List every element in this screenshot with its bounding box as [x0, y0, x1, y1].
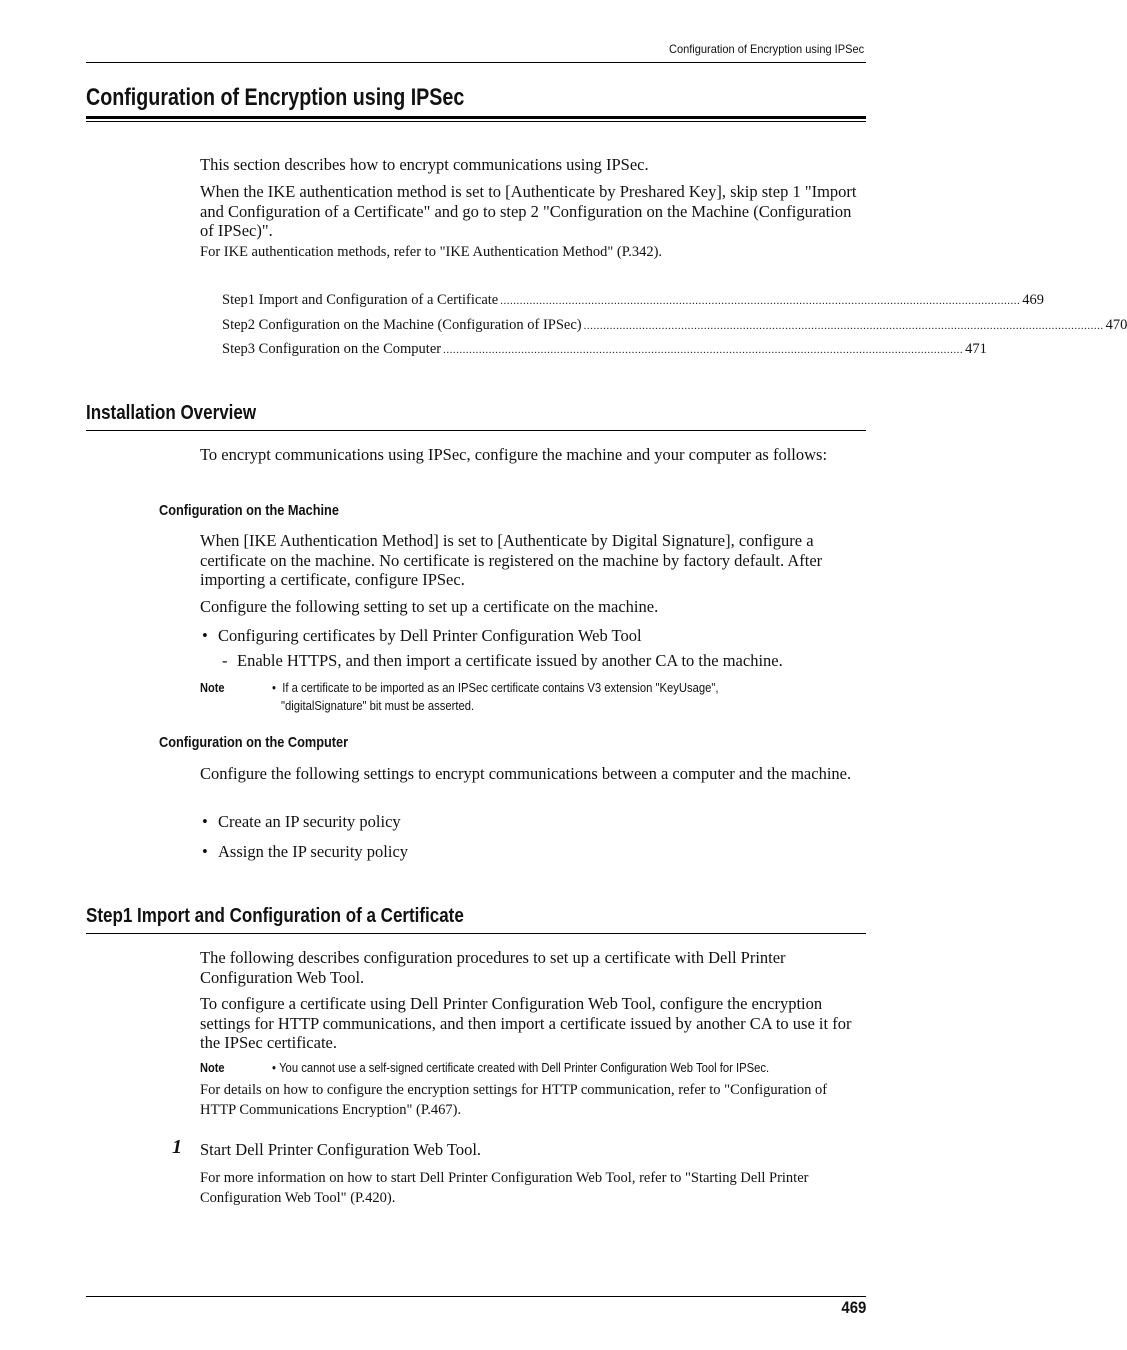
- computer-paragraph: Configure the following settings to encrypt communications between a computer and the machine.: [200, 764, 852, 783]
- bullet-marker: •: [272, 1061, 276, 1075]
- toc-entry[interactable]: [222, 340, 987, 359]
- toc-entry-label: Step2 Configuration on the Machine (Configuration of IPSec): [222, 317, 582, 333]
- toc-leader-dots: ................................................................................................................................................................: [500, 295, 1021, 307]
- note-label: Note: [200, 1060, 225, 1075]
- machine-paragraph-2: Configure the following setting to set up a certificate on the machine.: [200, 597, 659, 616]
- note-label: Note: [200, 680, 225, 695]
- machine-note-line-2: "digitalSignature" bit must be asserted.: [281, 699, 475, 713]
- installation-heading-rule: [86, 430, 866, 431]
- bullet-marker: •: [202, 842, 208, 861]
- machine-note-text-1: If a certificate to be imported as an IPSec certificate contains V3 extension "KeyUsage",: [282, 681, 719, 695]
- toc-entry-page: 471: [965, 341, 987, 357]
- title-rule-thin: [86, 121, 866, 122]
- toc-entry-label: Step3 Configuration on the Computer: [222, 341, 442, 357]
- toc-entry-page: 470: [1105, 317, 1127, 333]
- step1-reference: For details on how to configure the encryption settings for HTTP communication, refer to "Configuration of HTTP Communications Encryption" (P.467).: [200, 1082, 828, 1118]
- toc-leader-dots: ................................................................................................................................................................: [443, 344, 964, 356]
- toc-entry-label: Step1 Import and Configuration of a Certificate: [222, 292, 499, 308]
- step1-heading: Step1 Import and Configuration of a Certificate: [86, 905, 464, 927]
- bullet-marker: •: [272, 681, 276, 695]
- bullet-marker: •: [202, 812, 208, 831]
- machine-sub-bullet: [222, 651, 783, 671]
- computer-bullet: [202, 812, 401, 832]
- title-rule-thick: [86, 116, 866, 119]
- step-item-detail: For more information on how to start Dell Printer Configuration Web Tool, refer to "Starting Dell Printer Configuration Web Tool" (P.420).: [200, 1170, 809, 1206]
- page-title: Configuration of Encryption using IPSec: [86, 84, 465, 111]
- step1-note-text: You cannot use a self-signed certificate created with Dell Printer Configuration Web Tool for IPSec.: [279, 1061, 770, 1075]
- step1-note: [272, 1059, 769, 1077]
- machine-bullet-text: Configuring certificates by Dell Printer Configuration Web Tool: [218, 626, 642, 645]
- step-number: 1: [172, 1136, 182, 1158]
- computer-heading: Configuration on the Computer: [159, 734, 349, 751]
- intro-paragraph-2: When the IKE authentication method is set to [Authenticate by Preshared Key], skip step 1 "Import and Configuration of a Certificate" and go to step 2 "Configuration on the Machine (Configuration of IPSec)".: [200, 182, 857, 240]
- header-rule: [86, 62, 866, 63]
- running-header: Configuration of Encryption using IPSec: [668, 42, 864, 56]
- installation-intro: To encrypt communications using IPSec, configure the machine and your computer as follows:: [200, 445, 828, 464]
- machine-sub-bullet-text: Enable HTTPS, and then import a certificate issued by another CA to the machine.: [237, 651, 783, 670]
- machine-bullet: [202, 626, 642, 646]
- toc-entry[interactable]: [222, 291, 1044, 310]
- page-number: 469: [841, 1298, 866, 1317]
- step1-paragraph-2: To configure a certificate using Dell Printer Configuration Web Tool, configure the encryption settings for HTTP communications, and then import a certificate issued by another CA to use it for the IPSec certificate.: [200, 994, 852, 1052]
- toc-entry[interactable]: [222, 316, 1127, 335]
- machine-paragraph-1: When [IKE Authentication Method] is set to [Authenticate by Digital Signature], configure a certificate on the machine. No certificate is registered on the machine by factory default. After importing a certificate, configure IPSec.: [200, 531, 823, 589]
- intro-paragraph-1: This section describes how to encrypt communications using IPSec.: [200, 155, 649, 174]
- step1-paragraph-1: The following describes configuration procedures to set up a certificate with Dell Printer Configuration Web Tool.: [200, 948, 786, 987]
- dash-marker: -: [222, 651, 228, 670]
- step1-heading-rule: [86, 933, 866, 934]
- toc-leader-dots: ................................................................................................................................................................: [583, 320, 1104, 332]
- installation-heading: Installation Overview: [86, 402, 257, 424]
- bullet-marker: •: [202, 626, 208, 645]
- footer-rule: [86, 1296, 866, 1297]
- computer-bullet-text: Create an IP security policy: [218, 812, 401, 831]
- computer-bullet-text: Assign the IP security policy: [218, 842, 409, 861]
- intro-reference: For IKE authentication methods, refer to "IKE Authentication Method" (P.342).: [200, 244, 663, 260]
- machine-note-line-1: [272, 679, 719, 697]
- toc-entry-page: 469: [1022, 292, 1044, 308]
- machine-heading: Configuration on the Machine: [159, 502, 339, 519]
- step-item-text: Start Dell Printer Configuration Web Tool.: [200, 1140, 482, 1159]
- computer-bullet: [202, 842, 408, 862]
